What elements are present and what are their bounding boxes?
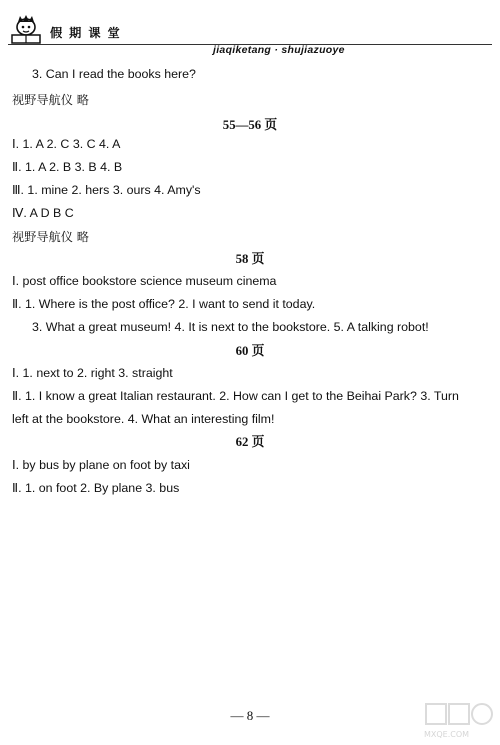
answer-line: Ⅲ. 1. mine 2. hers 3. ours 4. Amy's bbox=[12, 183, 201, 197]
answer-line: Ⅳ. A D B C bbox=[12, 206, 74, 220]
watermark-stamp-icon bbox=[424, 700, 494, 730]
mascot-logo-icon bbox=[8, 14, 44, 44]
answer-line: Ⅱ. 1. I know a great Italian restaurant. 2. How can I get to the Beihai Park? 3. Turn bbox=[12, 389, 459, 403]
answer-line: 3. What a great museum! 4. It is next to the bookstore. 5. A talking robot! bbox=[32, 320, 429, 334]
section-heading: 58 页 bbox=[235, 252, 265, 266]
answer-line: Ⅱ. 1. Where is the post office? 2. I want to send it today. bbox=[12, 297, 316, 311]
answer-line: Ⅱ. 1. on foot 2. By plane 3. bus bbox=[12, 481, 180, 495]
header-title: 假期课堂 bbox=[50, 26, 127, 40]
page-number: — 8 — bbox=[230, 708, 270, 723]
answer-line: Ⅰ. 1. A 2. C 3. C 4. A bbox=[12, 137, 121, 151]
section-heading: 55—56 页 bbox=[222, 118, 278, 132]
section-label: 视野导航仪 略 bbox=[12, 93, 89, 107]
answer-line: 3. Can I read the books here? bbox=[32, 67, 196, 81]
answer-line: Ⅰ. 1. next to 2. right 3. straight bbox=[12, 366, 173, 380]
answer-line: left at the bookstore. 4. What an interesting film! bbox=[12, 412, 275, 426]
watermark-text: MXQE.COM bbox=[424, 730, 470, 739]
answer-line: Ⅰ. post office bookstore science museum cinema bbox=[12, 274, 277, 288]
section-heading: 60 页 bbox=[235, 344, 265, 358]
watermark-logo bbox=[424, 700, 494, 740]
header-subtitle: jiaqiketang · shujiazuoye bbox=[213, 44, 345, 56]
section-heading: 62 页 bbox=[235, 435, 265, 449]
page-header bbox=[0, 0, 500, 56]
answer-line: Ⅱ. 1. A 2. B 3. B 4. B bbox=[12, 160, 123, 174]
section-label: 视野导航仪 略 bbox=[12, 230, 89, 244]
answer-line: Ⅰ. by bus by plane on foot by taxi bbox=[12, 458, 190, 472]
